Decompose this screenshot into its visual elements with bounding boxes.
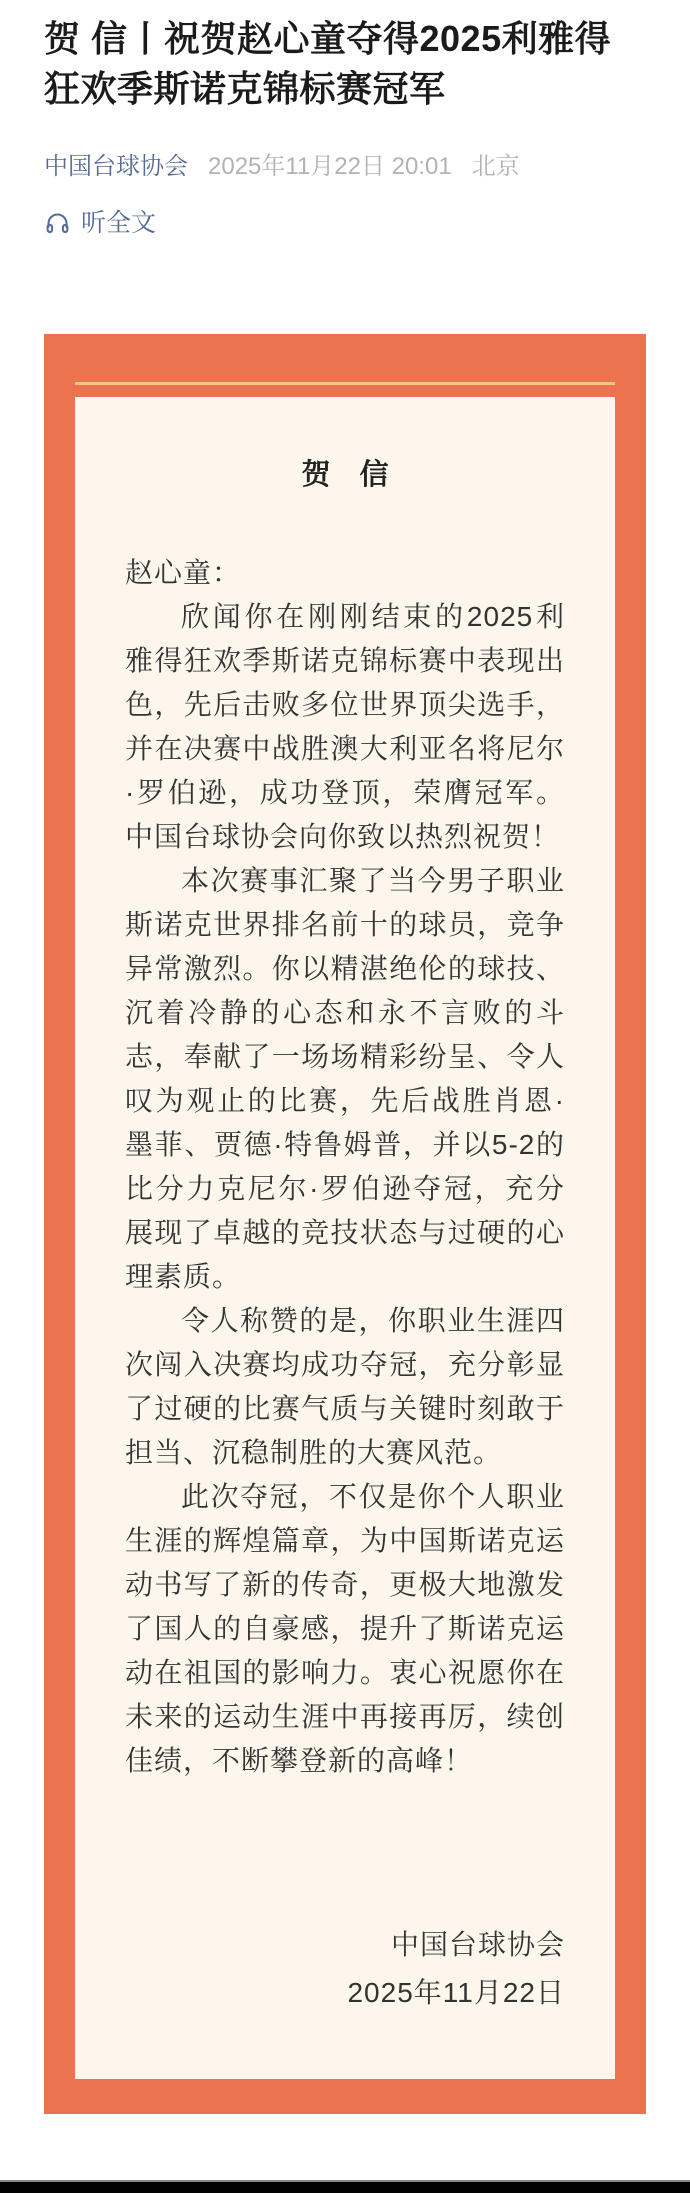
- listen-label: 听全文: [81, 209, 157, 237]
- letter-signature: [125, 1921, 565, 2017]
- letter-paragraph: 令人称赞的是，你职业生涯四次闯入决赛均成功夺冠，充分彰显了过硬的比赛气质与关键时刻敢于担当、沉稳制胜的大赛风范。: [125, 1304, 565, 1468]
- bottom-bar: [0, 2180, 690, 2193]
- congratulation-letter-card: [44, 334, 646, 2114]
- signature-date: 2025年11月22日: [347, 1976, 565, 2008]
- letter-paragraph: 此次夺冠，不仅是你个人职业生涯的辉煌篇章，为中国斯诺克运动书写了新的传奇，更极大地激发了国人的自豪感，提升了斯诺克运动在祖国的影响力。衷心祝愿你在未来的运动生涯中再接再厉，续创佳绩，不断攀登新的高峰！: [125, 1480, 565, 1776]
- letter-title: 贺 信: [301, 458, 389, 491]
- letter-paragraph: 欣闻你在刚刚结束的2025利雅得狂欢季斯诺克锦标赛中表现出色，先后击败多位世界顶尖选手，并在决赛中战胜澳大利亚名将尼尔·罗伯逊，成功登顶，荣膺冠军。中国台球协会向你致以热烈祝贺！: [125, 600, 565, 852]
- gold-rule-divider: [75, 382, 615, 385]
- article-title: 贺 信丨祝贺赵心童夺得2025利雅得狂欢季斯诺克锦标赛冠军: [44, 18, 612, 109]
- account-name-link[interactable]: 中国台球协会: [44, 153, 188, 180]
- letter-body: [125, 551, 565, 1783]
- signature-name: 中国台球协会: [390, 1928, 565, 1960]
- publish-location: 北京: [471, 153, 520, 180]
- headphones-icon: [44, 210, 71, 237]
- letter-salutation: 赵心童：: [125, 556, 242, 588]
- publish-datetime: 2025年11月22日 20:01: [208, 153, 452, 180]
- letter-paragraph: 本次赛事汇聚了当今男子职业斯诺克世界排名前十的球员，竞争异常激烈。你以精湛绝伦的球技、沉着冷静的心态和永不言败的斗志，奉献了一场场精彩纷呈、令人叹为观止的比赛，先后战胜肖恩·墨菲、贾德·特鲁姆普，并以5-2的比分力克尼尔·罗伯逊夺冠，充分展现了卓越的竞技状态与过硬的心理素质。: [125, 864, 565, 1292]
- byline: [44, 150, 646, 184]
- article-header: [0, 0, 690, 242]
- letter-panel: [75, 397, 615, 2079]
- listen-full-text-button[interactable]: [44, 206, 156, 240]
